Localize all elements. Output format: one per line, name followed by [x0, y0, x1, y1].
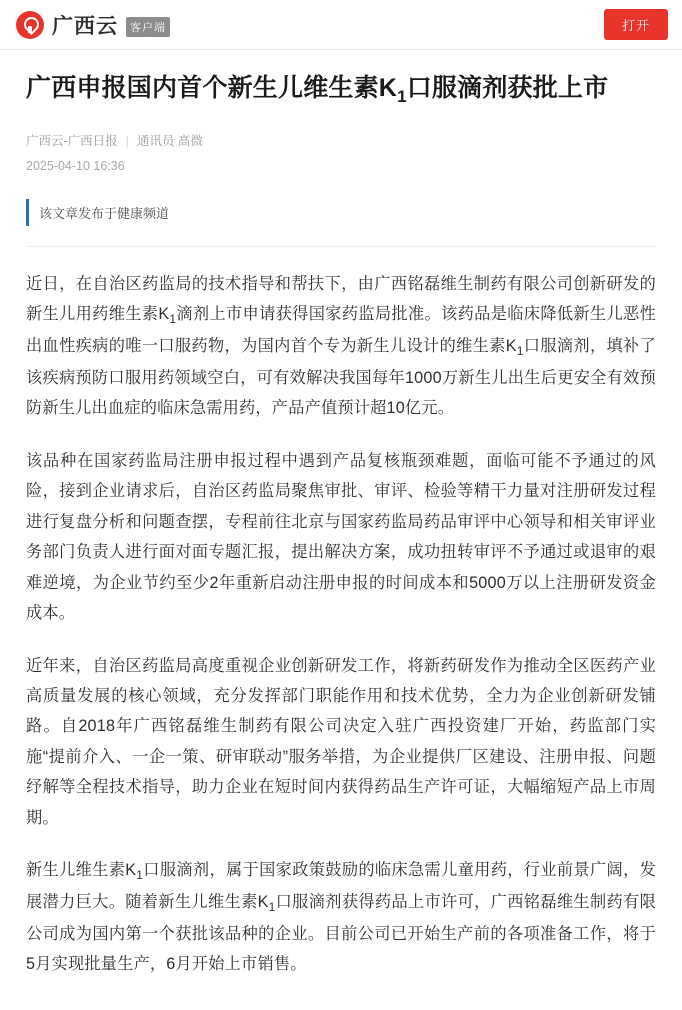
paragraph-3-run-1: 1: [136, 868, 144, 883]
meta-separator: |: [125, 134, 129, 149]
paragraph-0-run-4: 口服滴剂，填补了该疾病预防口服用药领域空白，可有效解决我国每年1000万新生儿出生后更安全有效预防新生儿出血症的临床急需用药，产品产值预计超10亿元。: [26, 337, 656, 418]
paragraph-0-run-0: 近日，在自治区药监局的技术指导和帮扶下，由广西铭磊维生制药有限公司创新研发的新生儿用药维生素K: [26, 274, 656, 324]
paragraph-0-run-2: 滴剂上市申请获得国家药监局批准。该药品是临床降低新生儿恶性出血性疾病的唯一口服药物，为国内首个专为新生儿设计的维生素K: [26, 305, 656, 356]
article-body: [26, 269, 656, 980]
flame-logo-icon: [16, 11, 44, 39]
title-run-2: 口服滴剂获批上市: [406, 74, 609, 102]
brand-name: 广西云: [52, 12, 118, 38]
paragraph-3-run-3: 1: [268, 900, 276, 915]
article-paragraph: [26, 269, 656, 424]
paragraph-3-run-0: 新生儿维生素K: [26, 861, 137, 880]
brand-tag: 客户端: [126, 17, 170, 37]
article-meta: [26, 130, 656, 179]
channel-note: 该文章发布于健康频道: [26, 199, 656, 226]
open-app-button[interactable]: 打开: [604, 9, 668, 40]
paragraph-0-run-3: 1: [516, 344, 524, 359]
article-paragraph: [26, 651, 656, 834]
page-title: [26, 72, 656, 108]
article-paragraph: [26, 446, 656, 629]
paragraph-0-run-1: 1: [169, 312, 177, 327]
paragraph-3-run-4: 口服滴剂获得药品上市许可，广西铭磊维生制药有限公司成为国内第一个获批该品种的企业。目前公司已开始生产前的各项准备工作，将于5月实现批量生产，6月开始上市销售。: [26, 893, 656, 974]
article-container: [0, 50, 682, 1010]
app-header: [0, 0, 682, 50]
paragraph-3-run-2: 口服滴剂，属于国家政策鼓励的临床急需儿童用药，行业前景广阔，发展潜力巨大。随着新生儿维生素K: [26, 861, 656, 912]
divider: [26, 246, 656, 247]
article-paragraph: [26, 855, 656, 979]
article-author: 通讯员 高微: [136, 134, 203, 149]
article-date: 2025-04-10 16:36: [26, 159, 125, 174]
article-source: 广西云-广西日报: [26, 134, 118, 149]
paragraph-1-run-0: 该品种在国家药监局注册申报过程中遇到产品复核瓶颈难题，面临可能不予通过的风险，接到企业请求后，自治区药监局聚焦审批、审评、检验等精干力量对注册研发过程进行复盘分析和问题查摆，专程前往北京与国家药监局药品审评中心领导和相关审评业务部门负责人进行面对面专题汇报，提出解决方案，成功扭转审评不予通过或退审的艰难逆境，为企业节约至少2年重新启动注册申报的时间成本和5000万以上注册研发资金成本。: [26, 451, 656, 623]
title-run-0: 广西申报国内首个新生儿维生素K: [26, 74, 398, 102]
brand-logo[interactable]: [16, 10, 170, 40]
title-run-1: 1: [397, 87, 407, 106]
paragraph-2-run-0: 近年来，自治区药监局高度重视企业创新研发工作，将新药研发作为推动全区医药产业高质量发展的核心领域，充分发挥部门职能作用和技术优势，全力为企业创新研发铺路。自2018年广西铭磊维生制药有限公司决定入驻广西投资建厂开始，药监部门实施“提前介入、一企一策、研审联动”服务举措，为企业提供厂区建设、注册申报、问题纾解等全程技术指导，助力企业在短时间内获得药品生产许可证，大幅缩短产品上市周期。: [26, 656, 656, 827]
